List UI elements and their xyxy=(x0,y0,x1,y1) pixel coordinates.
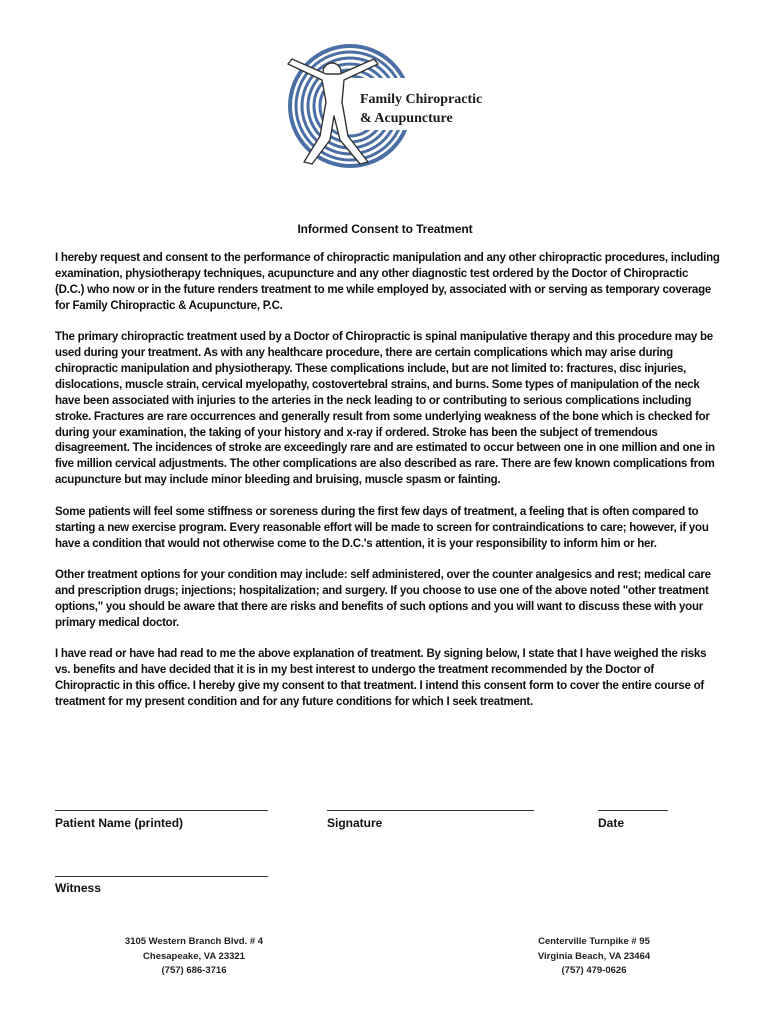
date-label: Date xyxy=(598,816,625,830)
paragraph-acknowledgement: I have read or have had read to me the above explanation of treatment. By signing below, I state that I have weighed the risks vs. benefits and have decided that it is in my best interest to undergo the treatment recommended by the Doctor of Chiropractic in this office. I hereby give my consent to that treatment. I intend this consent form to cover the entire course of treatment for my present condition and for any future conditions for which I seek treatment. xyxy=(55,648,707,708)
address-street: 3105 Western Branch Blvd. # 4 xyxy=(124,936,264,947)
address-virginia-beach xyxy=(504,935,684,979)
paragraph-request: I hereby request and consent to the performance of chiropractic manipulation and any other chiropractic procedures, including examination, physiotherapy techniques, acupuncture and any other diagnostic test ordered by the Doctor of Chiropractic (D.C.) who now or in the future renders treatment to me while employed by, associated with or serving as temporary coverage for Family Chiropractic & Acupuncture, P.C. xyxy=(55,252,720,312)
signature-line[interactable] xyxy=(327,810,534,811)
witness-label: Witness xyxy=(55,881,101,895)
signature-label: Signature xyxy=(327,816,383,830)
address-phone: (757) 479-0626 xyxy=(561,965,627,976)
practice-name-line2: & Acupuncture xyxy=(360,111,453,126)
address-city: Chesapeake, VA 23321 xyxy=(143,950,245,962)
address-street: Centerville Turnpike # 95 xyxy=(538,936,650,947)
consent-body xyxy=(55,251,720,726)
patient-name-line[interactable] xyxy=(55,810,268,811)
address-city: Virginia Beach, VA 23464 xyxy=(537,950,651,962)
paragraph-soreness: Some patients will feel some stiffness or soreness during the first few days of treatment, a feeling that is often compared to starting a new exercise program. Every reasonable effort will be made to screen for contraindications to care; however, if you have a condition that would not otherwise come to the D.C.'s attention, it is your responsibility to inform him or her. xyxy=(55,505,709,550)
patient-name-label: Patient Name (printed) xyxy=(55,816,184,830)
practice-name xyxy=(360,90,482,128)
address-phone: (757) 686-3716 xyxy=(161,965,227,976)
date-line[interactable] xyxy=(598,810,668,811)
address-chesapeake xyxy=(104,935,284,979)
paragraph-risks: The primary chiropractic treatment used by a Doctor of Chiropractic is spinal manipulative therapy and this procedure may be used during your treatment. As with any healthcare procedure, there are certain complications which may arise during chiropractic manipulation and physiotherapy. These complications include, but are not limited to: fractures, disc injuries, dislocations, muscle strain, cervical myelopathy, costovertebral strains, and burns. Some types of manipulation of the neck have been associated with injuries to the arteries in the neck leading to or contributing to serious complications including stroke. Fractures are rare occurrences and generally result from some underlying weakness of the bone which is checked for during your examination, the taking of your history and x-ray if ordered. Stroke has been the subject of tremendous disagreement. The incidences of stroke are exceedingly rare and are estimated to occur between one in one million and one in five million cervical adjustments. The other complications are also described as rare. There are few known complications from acupuncture but may include minor bleeding and bruising, muscle spasm or fainting. xyxy=(55,331,715,487)
witness-line[interactable] xyxy=(55,876,268,877)
practice-name-line1: Family Chiropractic xyxy=(360,92,483,107)
practice-logo xyxy=(282,44,502,174)
document-title: Informed Consent to Treatment xyxy=(297,222,473,236)
paragraph-options: Other treatment options for your condition may include: self administered, over the counter analgesics and rest; medical care and prescription drugs; injections; hospitalization; and surgery. If you choose to use one of the above noted "other treatment options," you should be aware that there are risks and benefits of such options and you will want to discuss these with your primary medical doctor. xyxy=(55,568,711,629)
